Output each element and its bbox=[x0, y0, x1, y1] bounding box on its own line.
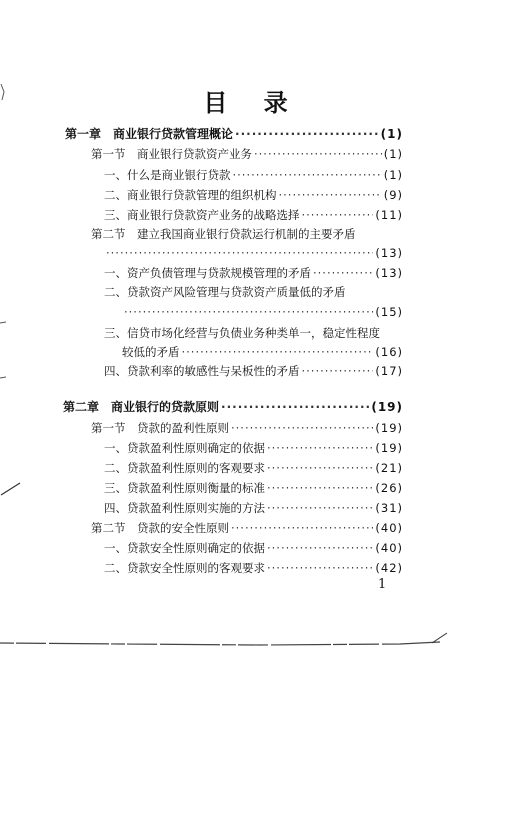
leader-dots bbox=[233, 166, 382, 184]
toc-entry-page: (19) bbox=[371, 400, 403, 414]
toc-item bbox=[104, 439, 403, 457]
toc-item bbox=[104, 186, 403, 204]
toc-entry-label: 三、贷款盈利性原则衡量的标准 bbox=[104, 481, 265, 495]
toc-entry-label: 三、商业银行贷款资产业务的战略选择 bbox=[104, 208, 300, 222]
toc-chapter bbox=[63, 398, 403, 416]
leader-dots bbox=[182, 343, 374, 361]
toc-entry-label: 四、贷款盈利性原则实施的方法 bbox=[104, 501, 265, 515]
toc-section-continuation bbox=[104, 244, 403, 262]
toc-entry-label: 一、贷款盈利性原则确定的依据 bbox=[104, 441, 265, 455]
toc-entry-page: (40) bbox=[375, 521, 403, 535]
toc-section bbox=[91, 419, 403, 437]
toc-item-continuation bbox=[122, 343, 403, 361]
leader-dots bbox=[313, 264, 373, 282]
toc-entry-label: 较低的矛盾 bbox=[122, 345, 180, 359]
scan-mark bbox=[0, 372, 8, 382]
leader-dots bbox=[231, 519, 373, 537]
toc-entry-label: 二、贷款安全性原则的客观要求 bbox=[104, 561, 265, 575]
page-edge-line bbox=[0, 630, 505, 654]
toc-entry-label: 第一节 贷款的盈利性原则 bbox=[91, 421, 229, 435]
leader-dots bbox=[235, 125, 379, 143]
toc-entry-label: 第二节 贷款的安全性原则 bbox=[91, 521, 229, 535]
leader-dots bbox=[279, 186, 382, 204]
toc-entry-page: (17) bbox=[375, 364, 403, 378]
leader-dots bbox=[254, 145, 382, 163]
toc-item bbox=[104, 479, 403, 497]
toc-entry-label: 第一章 商业银行贷款管理概论 bbox=[65, 127, 234, 141]
toc-entry-page: (26) bbox=[375, 481, 403, 495]
toc-entry-page: (11) bbox=[375, 208, 403, 222]
leader-dots bbox=[124, 303, 373, 321]
toc-entry-page: (13) bbox=[375, 266, 403, 280]
scan-mark bbox=[0, 477, 22, 497]
leader-dots bbox=[302, 206, 374, 224]
leader-dots bbox=[267, 439, 373, 457]
toc-entry-page: (31) bbox=[375, 501, 403, 515]
toc-entry-page: (16) bbox=[375, 345, 403, 359]
toc-entry-label: 二、商业银行贷款管理的组织机构 bbox=[104, 188, 277, 202]
leader-dots bbox=[267, 559, 373, 577]
toc-entry-page: (9) bbox=[383, 188, 403, 202]
toc-item bbox=[104, 166, 403, 184]
toc-entry-page: (1) bbox=[383, 147, 403, 161]
toc-entry-label: 一、贷款安全性原则确定的依据 bbox=[104, 541, 265, 555]
toc-entry-label: 第一节 商业银行贷款资产业务 bbox=[91, 147, 252, 161]
leader-dots bbox=[106, 244, 373, 262]
page-number: 1 bbox=[378, 577, 387, 592]
toc-entry-label: 二、贷款资产风险管理与贷款资产质量低的矛盾 bbox=[104, 285, 346, 299]
toc-entry-label: 第二章 商业银行的贷款原则 bbox=[63, 400, 220, 414]
page-title: 目 录 bbox=[203, 89, 302, 117]
leader-dots bbox=[267, 499, 373, 517]
toc-entry-page: (15) bbox=[375, 305, 403, 319]
toc-item bbox=[104, 362, 403, 380]
toc-entry-page: (13) bbox=[375, 246, 403, 260]
leader-dots bbox=[267, 539, 373, 557]
toc-entry-label: 二、贷款盈利性原则的客观要求 bbox=[104, 461, 265, 475]
toc-item bbox=[104, 499, 403, 517]
toc-section bbox=[91, 225, 403, 243]
leader-dots bbox=[267, 479, 373, 497]
toc-item bbox=[104, 559, 403, 577]
toc-entry-label: 一、资产负债管理与贷款规模管理的矛盾 bbox=[104, 266, 311, 280]
scan-mark bbox=[0, 318, 8, 328]
toc-item bbox=[104, 459, 403, 477]
toc-entry-label: 三、信贷市场化经营与负债业务种类单一，稳定性程度 bbox=[104, 326, 380, 340]
toc-entry-page: (1) bbox=[383, 168, 403, 182]
toc-item bbox=[104, 324, 403, 342]
toc-section bbox=[91, 145, 403, 163]
leader-dots bbox=[221, 398, 369, 416]
leader-dots bbox=[231, 419, 373, 437]
leader-dots bbox=[267, 459, 373, 477]
toc-section bbox=[91, 519, 403, 537]
toc-item bbox=[104, 539, 403, 557]
toc-item bbox=[104, 283, 403, 301]
toc-entry-page: (40) bbox=[375, 541, 403, 555]
toc-entry-label: 四、贷款利率的敏感性与呆板性的矛盾 bbox=[104, 364, 300, 378]
toc-item bbox=[104, 206, 403, 224]
toc-entry-page: (21) bbox=[375, 461, 403, 475]
leader-dots bbox=[302, 362, 374, 380]
toc-entry-label: 第二节 建立我国商业银行贷款运行机制的主要矛盾 bbox=[91, 227, 356, 241]
scan-mark bbox=[0, 82, 8, 102]
toc-entry-label: 一、什么是商业银行贷款 bbox=[104, 168, 231, 182]
toc-entry-page: (1) bbox=[380, 127, 403, 141]
toc-entry-page: (42) bbox=[375, 561, 403, 575]
toc-entry-page: (19) bbox=[375, 421, 403, 435]
toc-entry-page: (19) bbox=[375, 441, 403, 455]
toc-chapter bbox=[65, 125, 403, 143]
toc-item-continuation bbox=[122, 303, 403, 321]
toc-item bbox=[104, 264, 403, 282]
